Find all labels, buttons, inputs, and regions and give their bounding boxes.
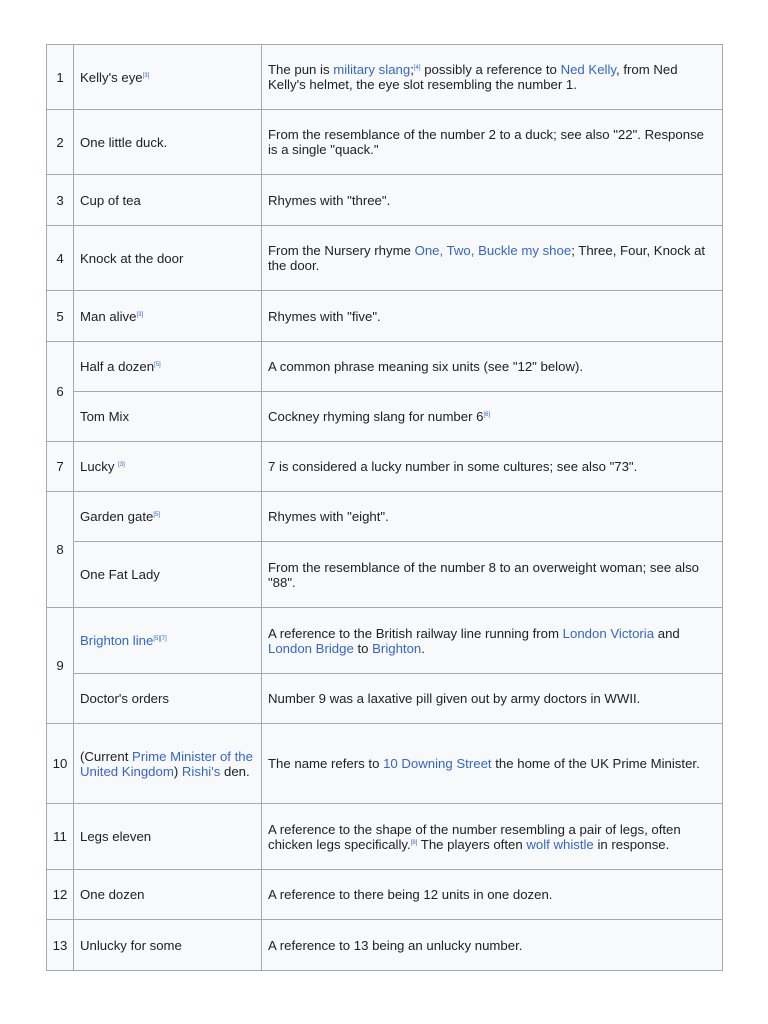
wiki-link[interactable]: 10 Downing Street	[383, 756, 492, 771]
table-row	[47, 492, 723, 542]
call-number: 11	[47, 804, 74, 870]
citation-ref[interactable]: [3]	[142, 72, 150, 79]
text-segment: From the Nursery rhyme	[268, 243, 415, 258]
text-segment: Rhymes with "eight".	[268, 509, 389, 524]
wiki-link[interactable]: Brighton	[372, 640, 422, 656]
table-row	[47, 674, 723, 724]
text-segment: From the resemblance of the number 8 to an overweight woman; see also "88".	[268, 559, 700, 590]
citation-ref[interactable]: [4]	[413, 65, 421, 71]
text-segment: (Current	[80, 748, 133, 764]
text-segment: , from Ned Kelly's helmet, the eye slot resembling the number 1.	[268, 62, 678, 92]
text-segment: and	[654, 625, 680, 641]
call-explanation	[262, 492, 723, 542]
call-nickname	[74, 45, 262, 110]
call-explanation	[262, 45, 723, 110]
call-number: 1	[47, 45, 74, 110]
call-number: 10	[47, 724, 74, 804]
table-row	[47, 724, 723, 804]
table-row	[47, 608, 723, 674]
call-nickname	[74, 442, 262, 492]
table-row	[47, 920, 723, 971]
call-explanation	[262, 442, 723, 492]
text-segment: From the resemblance of the number 2 to a duck; see also "22". Response is a single "quack."	[268, 127, 704, 157]
call-explanation	[262, 291, 723, 342]
table-row	[47, 442, 723, 492]
text-segment: Kelly's eye	[80, 69, 143, 85]
text-segment: Cup of tea	[80, 192, 141, 208]
wiki-link[interactable]: Prime Minister of the United Kingdom	[80, 748, 253, 779]
text-segment: Number 9 was a laxative pill given out by army doctors in WWII.	[268, 691, 641, 706]
call-explanation	[262, 110, 723, 175]
wiki-link[interactable]: London Victoria	[562, 625, 655, 641]
text-segment: A reference to the shape of the number resembling a pair of legs, often chicken legs specifically.	[268, 821, 681, 852]
call-number: 13	[47, 920, 74, 971]
call-number: 6	[47, 342, 74, 442]
call-nickname	[74, 542, 262, 608]
call-nickname	[74, 342, 262, 392]
call-number: 2	[47, 110, 74, 175]
citation-ref[interactable]: [5][7]	[153, 636, 167, 642]
call-number: 9	[47, 608, 74, 724]
text-segment: One dozen	[80, 887, 145, 902]
call-explanation	[262, 342, 723, 392]
call-nickname	[74, 492, 262, 542]
text-segment: One Fat Lady	[80, 567, 160, 582]
call-nickname	[74, 674, 262, 724]
table-row	[47, 870, 723, 920]
citation-ref[interactable]: [8]	[410, 839, 418, 846]
call-nickname	[74, 920, 262, 971]
call-nickname	[74, 392, 262, 442]
call-explanation	[262, 804, 723, 870]
call-number: 3	[47, 175, 74, 226]
call-nickname	[74, 608, 262, 674]
table-row	[47, 110, 723, 175]
text-segment: Rhymes with "five".	[268, 308, 381, 324]
text-segment: Lucky	[80, 459, 119, 474]
text-segment: ; Three, Four, Knock at the door.	[268, 243, 706, 273]
call-explanation	[262, 608, 723, 674]
text-segment: )	[173, 763, 182, 779]
call-explanation	[262, 392, 723, 442]
text-segment: The pun is	[268, 62, 334, 77]
text-segment: the home of the UK Prime Minister.	[491, 756, 700, 771]
call-explanation	[262, 175, 723, 226]
call-number: 7	[47, 442, 74, 492]
table-row	[47, 392, 723, 442]
wiki-link[interactable]: Rishi's	[181, 763, 221, 779]
wiki-link[interactable]: wolf whistle	[526, 836, 594, 852]
wiki-link[interactable]: London Bridge	[268, 640, 354, 656]
table-row	[47, 175, 723, 226]
call-nickname	[74, 175, 262, 226]
text-segment: Doctor's orders	[80, 691, 169, 706]
citation-ref[interactable]: [5]	[154, 362, 161, 368]
citation-ref[interactable]: [6]	[483, 412, 491, 418]
call-nickname	[74, 724, 262, 804]
text-segment: The name refers to	[268, 756, 384, 771]
call-nickname	[74, 804, 262, 870]
call-explanation	[262, 226, 723, 291]
citation-ref[interactable]: [5]	[153, 512, 160, 518]
call-number: 5	[47, 291, 74, 342]
call-nickname	[74, 226, 262, 291]
wiki-link[interactable]: Ned Kelly	[560, 62, 617, 77]
text-segment: Rhymes with "three".	[268, 192, 391, 208]
table-row	[47, 45, 723, 110]
text-segment: The players often	[417, 836, 527, 852]
text-segment: ;	[410, 62, 414, 77]
text-segment: One little duck.	[80, 134, 168, 150]
text-segment: in response.	[593, 836, 670, 852]
text-segment: Legs eleven	[80, 829, 152, 844]
text-segment: A reference to 13 being an unlucky number.	[268, 937, 523, 953]
table-row	[47, 226, 723, 291]
call-number: 4	[47, 226, 74, 291]
table-row	[47, 342, 723, 392]
text-segment: A reference to the British railway line running from	[268, 625, 563, 641]
call-explanation	[262, 674, 723, 724]
call-explanation	[262, 542, 723, 608]
text-segment: Tom Mix	[80, 409, 130, 424]
text-segment: to	[353, 640, 373, 656]
wiki-link[interactable]: military slang	[333, 62, 411, 77]
table-body	[47, 45, 723, 971]
table-row	[47, 804, 723, 870]
call-number: 12	[47, 870, 74, 920]
text-segment: A common phrase meaning six units (see "12" below).	[268, 359, 584, 374]
text-segment: Man alive	[80, 308, 137, 324]
call-nickname	[74, 870, 262, 920]
text-segment: possibly a reference to	[420, 62, 561, 77]
wiki-link[interactable]: Brighton line	[80, 633, 154, 648]
text-segment: Unlucky for some	[80, 937, 182, 953]
text-segment: Cockney rhyming slang for number 6	[268, 409, 484, 424]
call-nickname	[74, 110, 262, 175]
text-segment: A reference to there being 12 units in one dozen.	[268, 887, 553, 902]
table-row	[47, 291, 723, 342]
text-segment: den.	[220, 763, 250, 779]
call-nickname	[74, 291, 262, 342]
bingo-calls-table	[46, 44, 723, 971]
call-explanation	[262, 920, 723, 971]
call-explanation	[262, 724, 723, 804]
text-segment: Half a dozen	[80, 359, 155, 374]
text-segment: .	[421, 640, 425, 656]
call-explanation	[262, 870, 723, 920]
wiki-link[interactable]: One, Two, Buckle my shoe	[414, 243, 572, 258]
table-row	[47, 542, 723, 608]
citation-ref[interactable]: [3]	[136, 311, 144, 318]
text-segment: 7 is considered a lucky number in some cultures; see also "73".	[268, 459, 638, 474]
citation-ref[interactable]: [3]	[118, 462, 125, 468]
text-segment: Knock at the door	[80, 250, 184, 266]
call-number: 8	[47, 492, 74, 608]
text-segment: Garden gate	[80, 509, 154, 524]
